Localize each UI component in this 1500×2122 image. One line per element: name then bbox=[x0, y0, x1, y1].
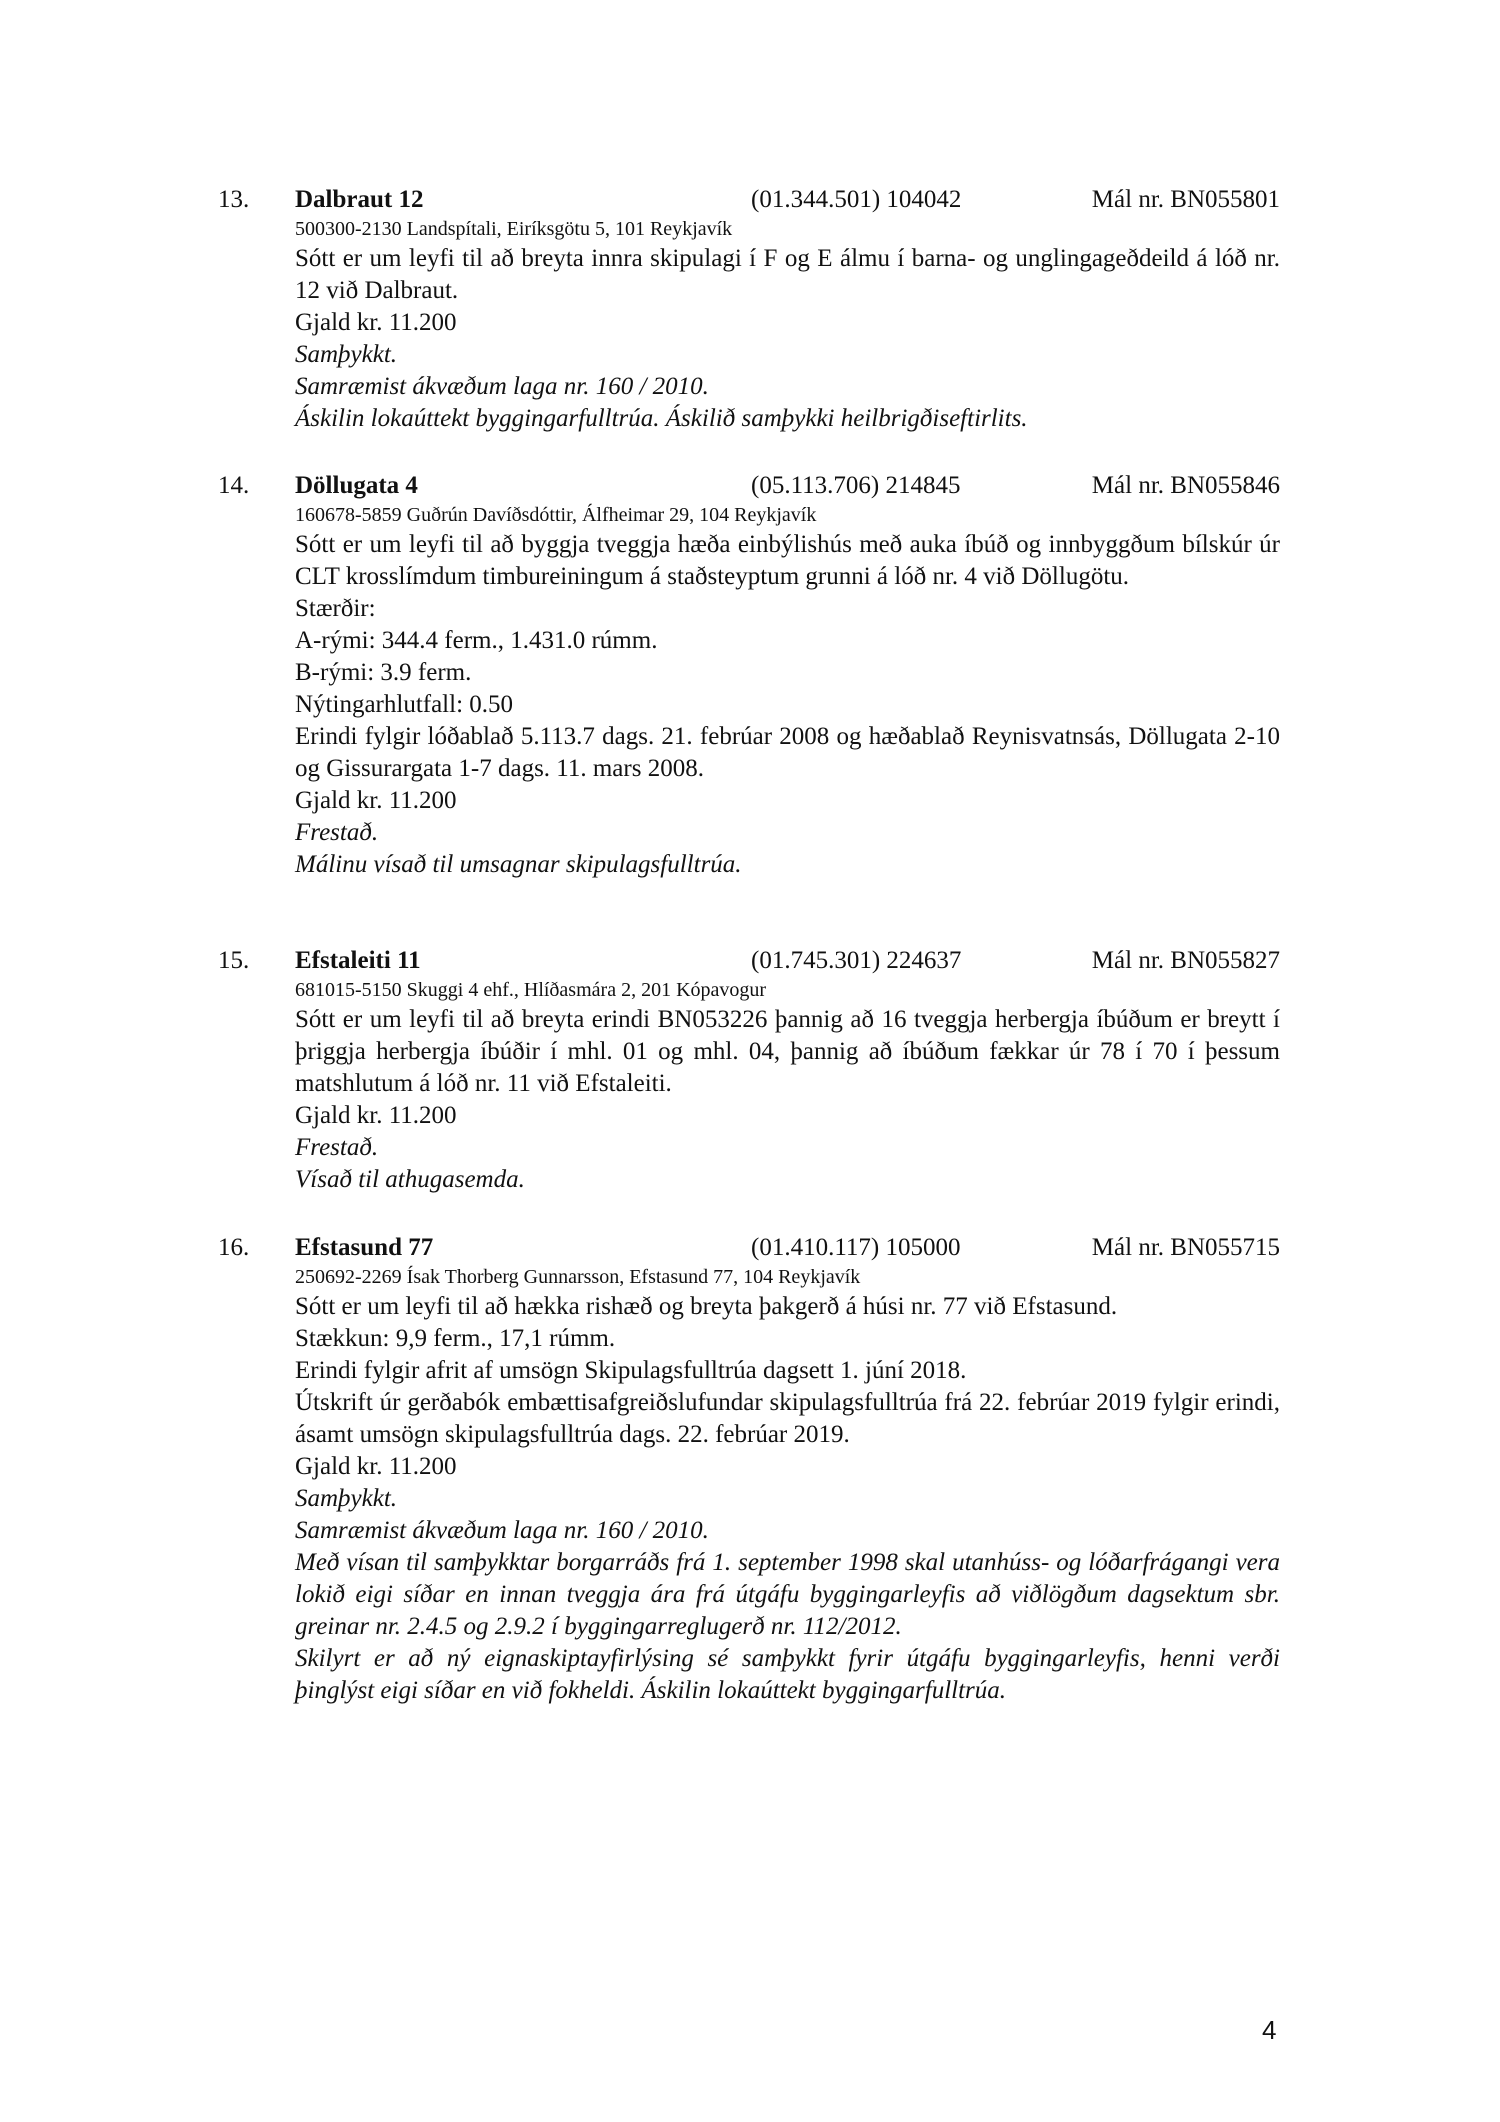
case-description: Sótt er um leyfi til að byggja tveggja hæða einbýlishús með auka íbúð og innbyggðum bílskúr úr CLT krosslímdum timbureiningum á staðsteyptum grunni á lóð nr. 4 við Döllugötu. bbox=[295, 531, 1280, 590]
case-applicant: 250692-2269 Ísak Thorberg Gunnarsson, Efstasund 77, 104 Reykjavík bbox=[295, 1266, 861, 1288]
case-property-code: (01.745.301) 224637 bbox=[751, 947, 962, 974]
case-address: Efstasund 77 bbox=[295, 1234, 434, 1261]
case-decision: Samþykkt. bbox=[295, 341, 398, 368]
case-body bbox=[295, 977, 1280, 1196]
case-decision: Samþykkt. bbox=[295, 1485, 398, 1512]
case-reference: Mál nr. BN055801 bbox=[1091, 186, 1280, 213]
case-reference: Mál nr. BN055827 bbox=[1091, 947, 1280, 974]
case-decision: Samræmist ákvæðum laga nr. 160 / 2010. bbox=[295, 373, 709, 400]
case-applicant: 160678-5859 Guðrún Davíðsdóttir, Álfheimar 29, 104 Reykjavík bbox=[295, 504, 817, 526]
case-reference: Mál nr. BN055846 bbox=[1091, 472, 1280, 499]
case-detail: Nýtingarhlutfall: 0.50 bbox=[295, 691, 514, 718]
case-header bbox=[218, 183, 1280, 216]
case-body bbox=[295, 502, 1280, 881]
case-header bbox=[218, 469, 1280, 502]
case-header bbox=[218, 944, 1280, 977]
case-reference: Mál nr. BN055715 bbox=[1091, 1234, 1280, 1261]
case-property-code: (01.410.117) 105000 bbox=[751, 1234, 961, 1261]
case-address: Döllugata 4 bbox=[295, 472, 418, 499]
case-fee: Gjald kr. 11.200 bbox=[295, 787, 457, 814]
case-description: Sótt er um leyfi til að breyta innra skipulagi í F og E álmu í barna- og unglingageðdeild á lóð nr. 12 við Dalbraut. bbox=[295, 245, 1280, 304]
case-number: 15. bbox=[218, 947, 250, 974]
case-body bbox=[295, 1264, 1280, 1707]
case-description: Sótt er um leyfi til að breyta erindi BN053226 þannig að 16 tveggja herbergja íbúðum er breytt í þriggja herbergja íbúðir í mhl. 01 og mhl. 04, þannig að íbúðum fækkar úr 78 í 70 í þessum matshlutum á lóð nr. 11 við Efstaleiti. bbox=[295, 1006, 1280, 1097]
case-decision: Vísað til athugasemda. bbox=[295, 1166, 525, 1193]
case-decision: Frestað. bbox=[295, 1134, 379, 1161]
case-number: 13. bbox=[218, 186, 250, 213]
case-decision: Skilyrt er að ný eignaskiptayfirlýsing sé samþykkt fyrir útgáfu byggingarleyfis, henni verði þinglýst eigi síðar en við fokheldi. Áskilin lokaúttekt byggingarfulltrúa. bbox=[295, 1645, 1280, 1704]
case-applicant: 681015-5150 Skuggi 4 ehf., Hlíðasmára 2, 201 Kópavogur bbox=[295, 979, 767, 1001]
case-applicant: 500300-2130 Landspítali, Eiríksgötu 5, 101 Reykjavík bbox=[295, 218, 733, 240]
case-decision: Samræmist ákvæðum laga nr. 160 / 2010. bbox=[295, 1517, 709, 1544]
case-detail: Erindi fylgir afrit af umsögn Skipulagsfulltrúa dagsett 1. júní 2018. bbox=[295, 1357, 967, 1384]
case-address: Dalbraut 12 bbox=[295, 186, 424, 213]
case-13 bbox=[218, 183, 1280, 435]
case-number: 16. bbox=[218, 1234, 250, 1261]
case-body bbox=[295, 216, 1280, 435]
case-detail: Erindi fylgir lóðablað 5.113.7 dags. 21. febrúar 2008 og hæðablað Reynisvatnsás, Döllugata 2-10 og Gissurargata 1-7 dags. 11. mars 2008. bbox=[295, 723, 1280, 782]
case-fee: Gjald kr. 11.200 bbox=[295, 309, 457, 336]
case-header bbox=[218, 1231, 1280, 1264]
case-detail: Útskrift úr gerðabók embættisafgreiðslufundar skipulagsfulltrúa frá 22. febrúar 2019 fylgir erindi, ásamt umsögn skipulagsfulltrúa dags. 22. febrúar 2019. bbox=[295, 1389, 1280, 1448]
case-address: Efstaleiti 11 bbox=[295, 947, 421, 974]
case-detail: Stærðir: bbox=[295, 595, 376, 622]
case-property-code: (01.344.501) 104042 bbox=[751, 186, 962, 213]
case-detail: A-rými: 344.4 ferm., 1.431.0 rúmm. bbox=[295, 627, 658, 654]
case-number: 14. bbox=[218, 472, 250, 499]
case-fee: Gjald kr. 11.200 bbox=[295, 1102, 457, 1129]
case-decision: Áskilin lokaúttekt byggingarfulltrúa. Áskilið samþykki heilbrigðiseftirlits. bbox=[295, 405, 1028, 432]
case-15 bbox=[218, 944, 1280, 1196]
case-fee: Gjald kr. 11.200 bbox=[295, 1453, 457, 1480]
case-decision: Málinu vísað til umsagnar skipulagsfulltrúa. bbox=[295, 851, 742, 878]
case-decision: Frestað. bbox=[295, 819, 379, 846]
case-description: Sótt er um leyfi til að hækka rishæð og breyta þakgerð á húsi nr. 77 við Efstasund. bbox=[295, 1293, 1118, 1320]
case-decision: Með vísan til samþykktar borgarráðs frá 1. september 1998 skal utanhúss- og lóðarfrágangi vera lokið eigi síðar en innan tveggja ára frá útgáfu byggingarleyfis að viðlögðum dagsektum sbr. greinar nr. 2.4.5 og 2.9.2 í byggingarreglugerð nr. 112/2012. bbox=[295, 1549, 1280, 1640]
case-14 bbox=[218, 469, 1280, 881]
page-number: 4 bbox=[1262, 2015, 1277, 2045]
case-16 bbox=[218, 1231, 1280, 1707]
case-detail: B-rými: 3.9 ferm. bbox=[295, 659, 472, 686]
case-detail: Stækkun: 9,9 ferm., 17,1 rúmm. bbox=[295, 1325, 616, 1352]
case-property-code: (05.113.706) 214845 bbox=[751, 472, 961, 499]
